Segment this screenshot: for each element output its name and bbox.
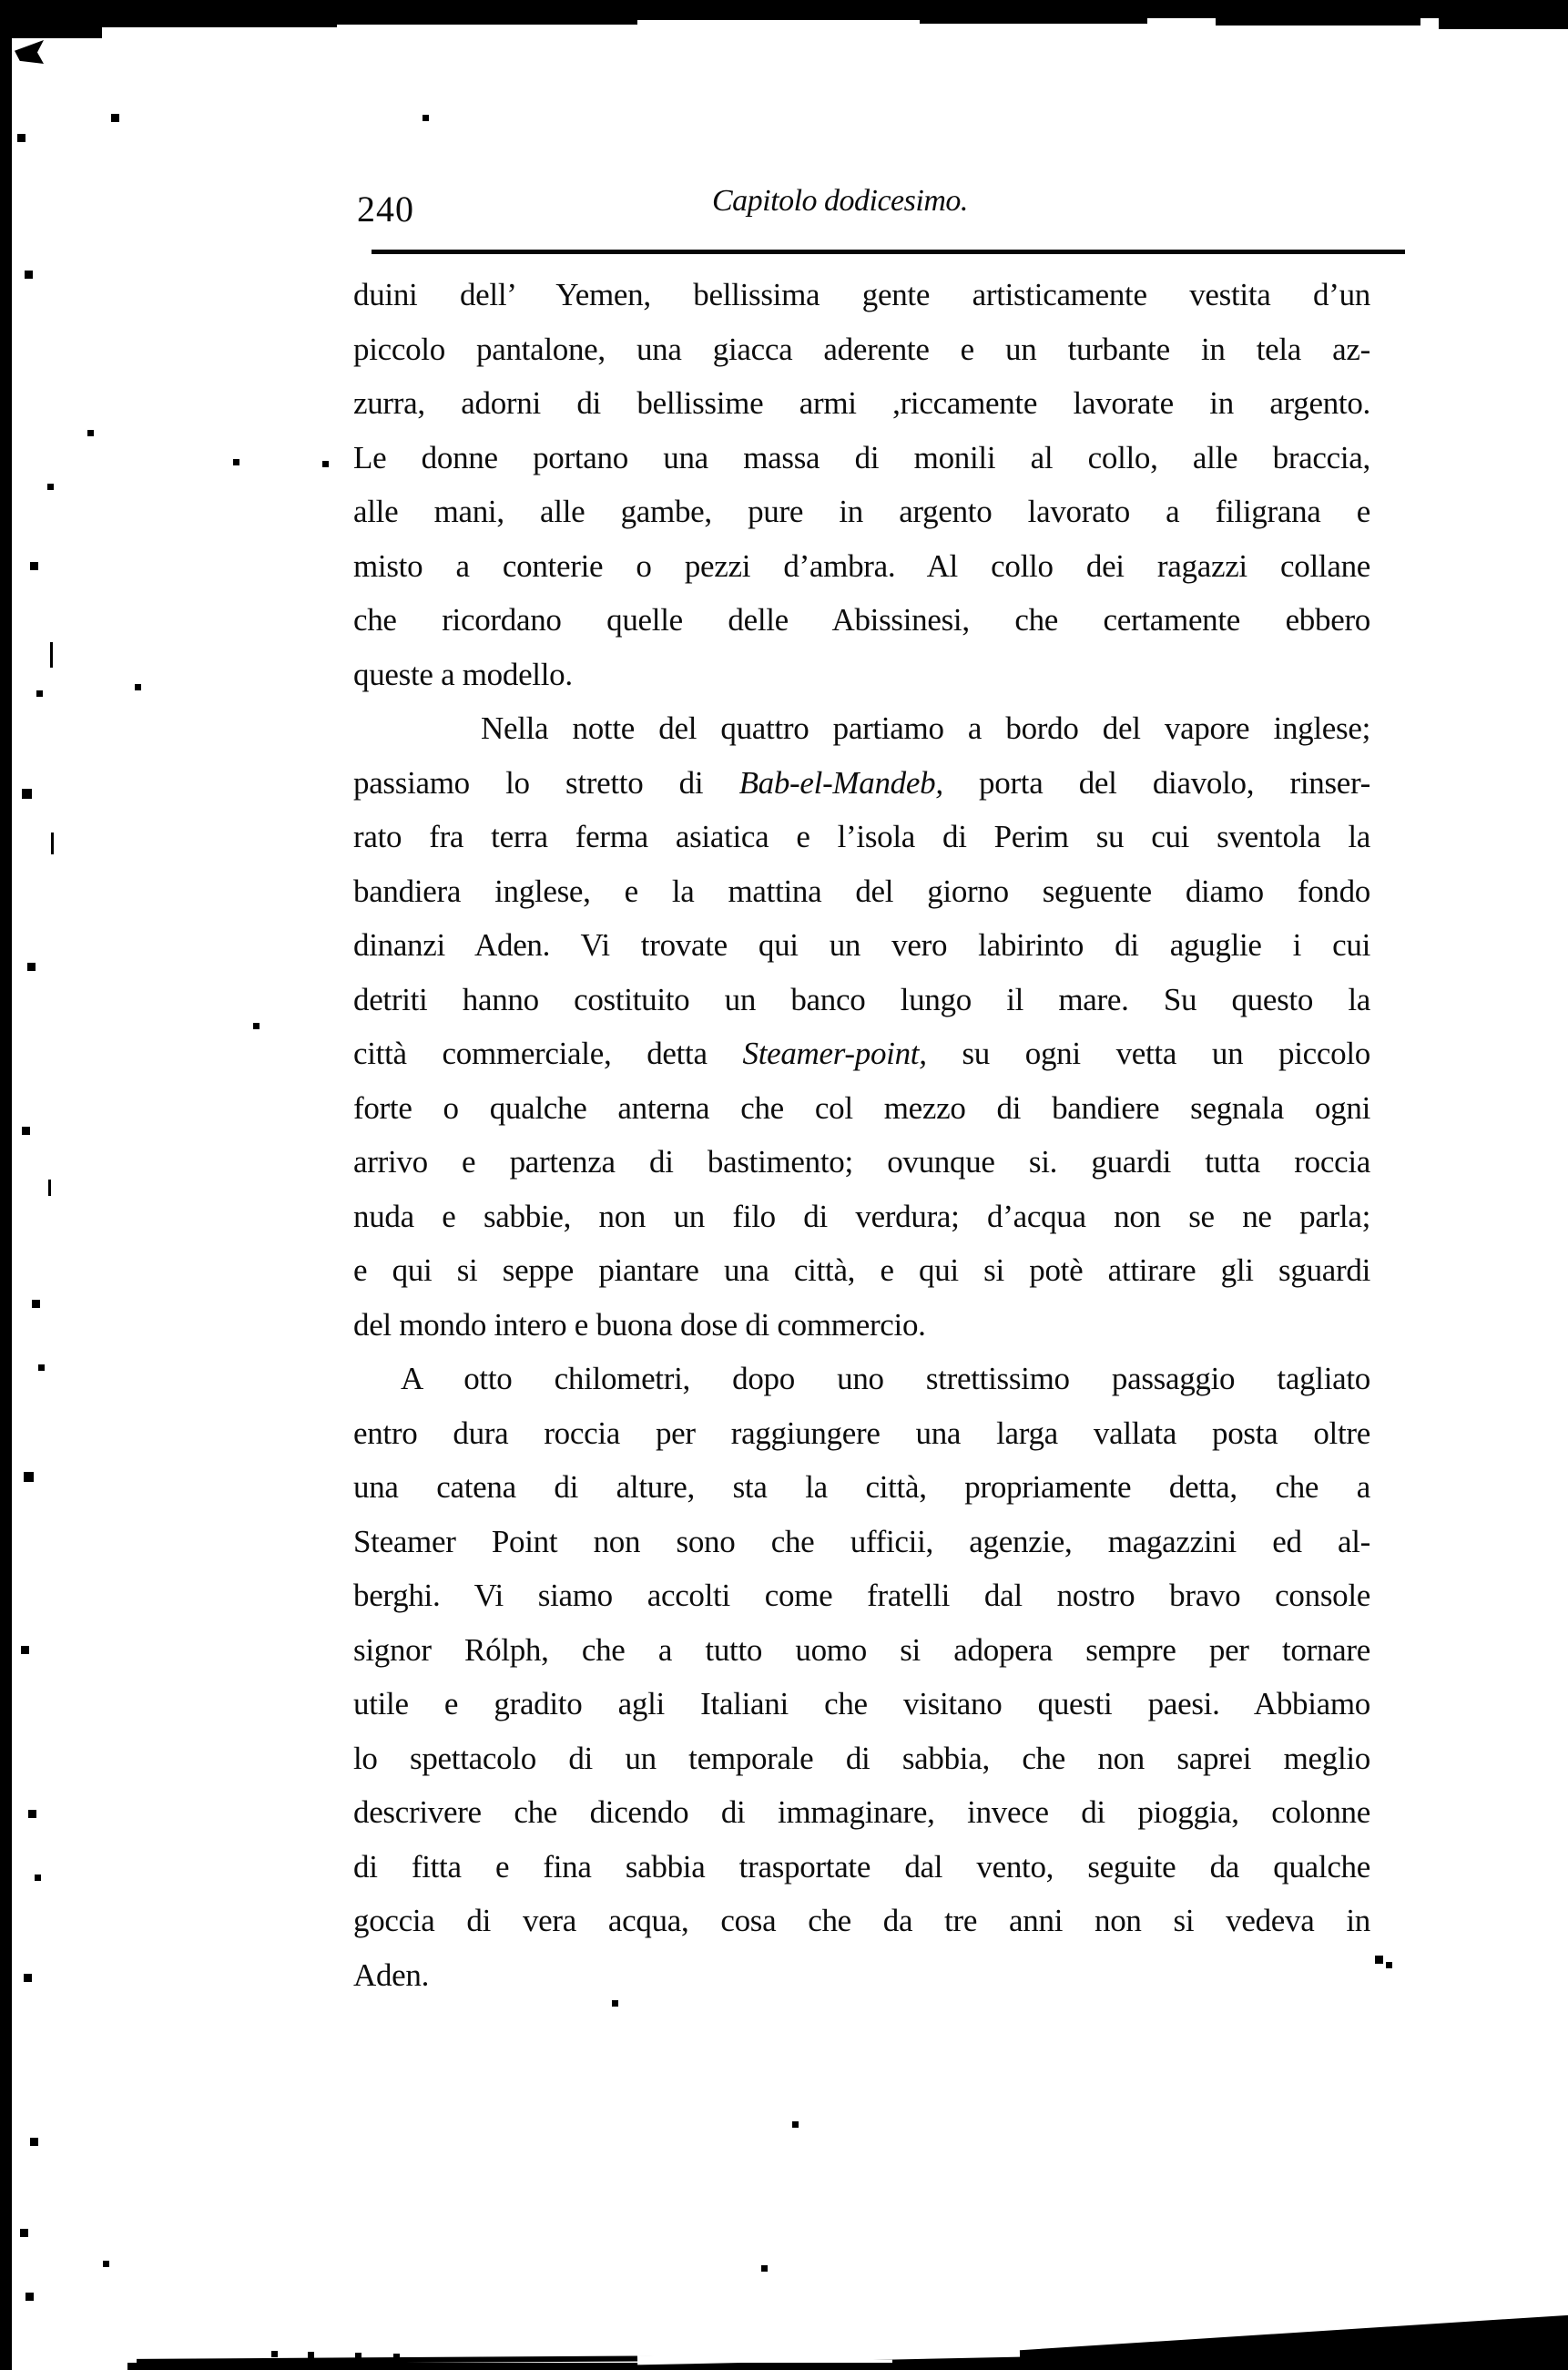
text-segment: passiamo lo stretto di: [353, 764, 739, 801]
text-line: [353, 701, 1370, 756]
text-segment: A otto chilometri, dopo uno strettissimo passaggio tagliato: [401, 1361, 1370, 1396]
text-line: [353, 1623, 1370, 1678]
text-line: [353, 376, 1370, 431]
text-line: [353, 973, 1370, 1027]
text-line: [353, 1785, 1370, 1840]
text-segment: una catena di alture, sta la città, propriamente detta, che a: [353, 1469, 1370, 1505]
text-segment: piccolo pantalone, una giacca aderente e un turbante in tela az-: [353, 331, 1370, 367]
text-segment: duini dell’ Yemen, bellissima gente artisticamente vestita d’un: [353, 277, 1370, 312]
text-line: [353, 1460, 1370, 1515]
text-segment: arrivo e partenza di bastimento; ovunque si. guardi tutta roccia: [353, 1144, 1370, 1180]
scan-top-edge-segment: [920, 0, 1147, 24]
text-line: [353, 1298, 1370, 1353]
scan-top-edge-segment: [332, 0, 637, 25]
text-segment: Steamer Point non sono che ufficii, agenzie, magazzini ed al-: [353, 1523, 1370, 1559]
scan-top-edge-segment: [0, 0, 102, 38]
text-line: [353, 810, 1370, 864]
text-segment: porta del diavolo, rinser-: [942, 764, 1371, 801]
scan-margin-blob: [15, 40, 44, 64]
italic-phrase: Bab-el-Mandeb,: [738, 764, 943, 801]
text-segment: forte o qualche anterna che col mezzo di bandiere segnala ogni: [353, 1089, 1370, 1126]
text-line: [353, 1406, 1370, 1461]
scan-margin-tick: [50, 642, 53, 668]
text-line: [353, 1027, 1370, 1081]
scan-bottom-edge-wedge: [892, 2312, 1568, 2370]
text-line: [353, 1352, 1370, 1406]
text-line: [353, 864, 1370, 919]
scan-top-edge-segment: [637, 0, 920, 20]
text-line: [353, 648, 1370, 702]
header-rule: [372, 250, 1405, 254]
scan-top-edge-segment: [1216, 0, 1420, 26]
text-line: [353, 322, 1370, 377]
chapter-header-title: Capitolo dodicesimo.: [712, 184, 968, 218]
text-line: [353, 268, 1370, 322]
text-line: [353, 1894, 1370, 1948]
text-segment: lo spettacolo di un temporale di sabbia, che non saprei meglio: [353, 1740, 1370, 1776]
text-segment: bandiera inglese, e la mattina del giorno seguente diamo fondo: [353, 873, 1370, 909]
scan-margin-tick: [48, 1180, 51, 1196]
text-line: [353, 431, 1370, 485]
text-line: [353, 1568, 1370, 1623]
text-line: [353, 593, 1370, 648]
text-segment: città commerciale, detta: [353, 1036, 743, 1071]
text-line: [353, 1515, 1370, 1569]
text-segment: dinanzi Aden. Vi trovate qui un vero labirinto di aguglie i cui: [353, 927, 1370, 963]
text-line: [353, 539, 1370, 594]
text-segment: misto a conterie o pezzi d’ambra. Al collo dei ragazzi collane: [353, 547, 1370, 584]
text-segment: berghi. Vi siamo accolti come fratelli dal nostro bravo console: [353, 1578, 1370, 1613]
text-line: [353, 756, 1370, 811]
scan-top-edge-segment: [91, 0, 337, 27]
text-line: [353, 1732, 1370, 1786]
text-line: [353, 1948, 1370, 2003]
text-segment: entro dura roccia per raggiungere una larga vallata posta oltre: [353, 1415, 1370, 1451]
text-segment: goccia di vera acqua, cosa che da tre anni non si vedeva in: [353, 1903, 1370, 1938]
text-segment: alle mani, alle gambe, pure in argento lavorato a filigrana e: [353, 494, 1370, 529]
page-number: 240: [357, 189, 414, 230]
text-line: [353, 1081, 1370, 1136]
text-segment: che ricordano quelle delle Abissinesi, che certamente ebbero: [353, 602, 1370, 638]
text-line: [353, 1243, 1370, 1298]
text-line: [353, 1190, 1370, 1244]
text-segment: Aden.: [353, 1956, 430, 1993]
text-segment: queste a modello.: [353, 656, 573, 692]
text-segment: zurra, adorni di bellissime armi ,riccamente lavorate in argento.: [353, 385, 1370, 421]
text-segment: detriti hanno costituito un banco lungo il mare. Su questo la: [353, 981, 1370, 1017]
scan-top-edge-segment: [1439, 0, 1568, 29]
text-segment: Le donne portano una massa di monili al collo, alle braccia,: [353, 439, 1370, 475]
text-line: [353, 1677, 1370, 1732]
text-line: [353, 1135, 1370, 1190]
text-segment: nuda e sabbie, non un filo di verdura; d’acqua non se ne parla;: [353, 1198, 1370, 1234]
text-segment: signor Rólph, che a tutto uomo si adopera sempre per tornare: [353, 1631, 1370, 1668]
text-line: [353, 1840, 1370, 1895]
text-segment: descrivere che dicendo di immaginare, invece di pioggia, colonne: [353, 1794, 1370, 1830]
scan-margin-tick: [51, 833, 54, 854]
text-line: [353, 485, 1370, 539]
text-block: [353, 268, 1370, 2002]
text-segment: e qui si seppe piantare una città, e qui si potè attirare gli sguardi: [353, 1252, 1370, 1288]
scan-bottom-edge-dashes: [0, 0, 3, 3]
text-segment: di fitta e fina sabbia trasportate dal vento, seguite da qualche: [353, 1848, 1370, 1885]
italic-phrase: Steamer-point,: [742, 1036, 927, 1071]
text-line: [353, 918, 1370, 973]
text-segment: Nella notte del quattro partiamo a bordo del vapore inglese;: [481, 710, 1370, 746]
text-segment: rato fra terra ferma asiatica e l’isola di Perim su cui sventola la: [353, 819, 1370, 854]
text-segment: del mondo intero e buona dose di commercio.: [353, 1306, 926, 1343]
scan-left-edge-band: [0, 0, 12, 2370]
text-segment: su ogni vetta un piccolo: [926, 1036, 1370, 1071]
text-segment: utile e gradito agli Italiani che visitano questi paesi. Abbiamo: [353, 1686, 1370, 1721]
